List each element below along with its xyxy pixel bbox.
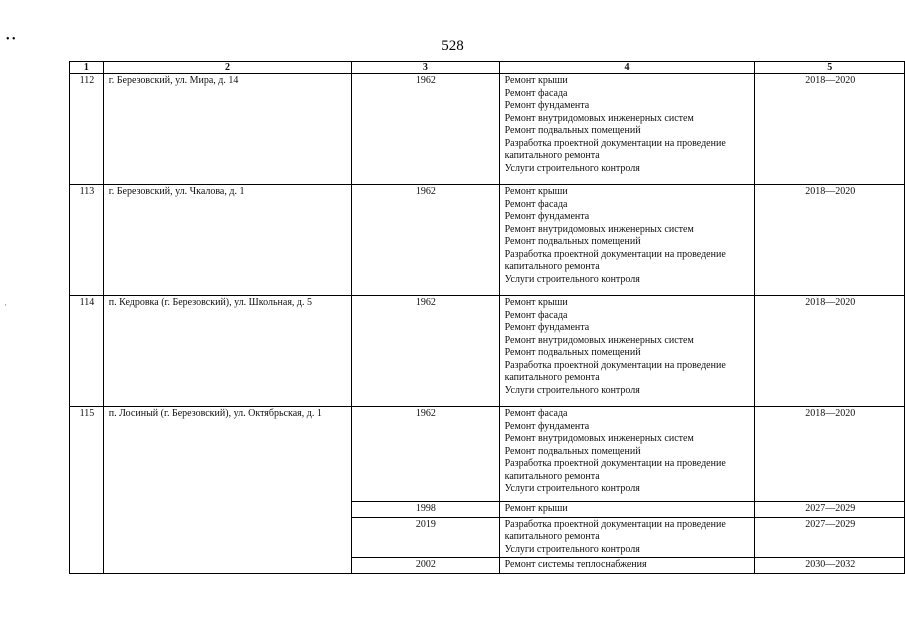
building-address: п. Кедровка (г. Березовский), ул. Школьная, д. 5 <box>103 296 351 407</box>
row-number: 115 <box>70 407 104 574</box>
work-item: Ремонт внутридомовых инженерных систем <box>504 223 694 235</box>
header-row <box>70 62 905 74</box>
table-row <box>70 185 905 296</box>
work-item: Ремонт фасада <box>504 309 568 321</box>
building-address: г. Березовский, ул. Чкалова, д. 1 <box>103 185 351 296</box>
margin-speck: · <box>4 300 7 310</box>
work-list-cell <box>499 517 755 558</box>
work-item: Ремонт подвальных помещений <box>504 125 641 136</box>
building-address: г. Березовский, ул. Мира, д. 14 <box>103 74 351 185</box>
row-number: 113 <box>70 185 104 296</box>
work-item: Ремонт крыши <box>504 503 568 514</box>
work-item: Разработка проектной документации на проведение капитального ремонта <box>504 518 726 542</box>
work-item: Ремонт фундамента <box>504 322 590 333</box>
period-cell: 2018—2020 <box>755 296 905 407</box>
year-cell: 1962 <box>352 74 500 185</box>
work-list-cell <box>499 407 755 502</box>
period-cell: 2018—2020 <box>755 407 905 502</box>
work-item: Разработка проектной документации на проведение капитального ремонта <box>504 248 726 272</box>
row-number: 114 <box>70 296 104 407</box>
period-cell: 2027—2029 <box>755 502 905 518</box>
capital-repair-table <box>69 61 905 574</box>
building-address: п. Лосиный (г. Березовский), ул. Октябрьская, д. 1 <box>103 407 351 574</box>
period-cell: 2018—2020 <box>755 74 905 185</box>
work-item: Услуги строительного контроля <box>504 384 640 396</box>
work-item: Услуги строительного контроля <box>504 543 640 555</box>
table-row <box>70 74 905 185</box>
work-item: Ремонт фундамента <box>504 100 590 111</box>
period-cell: 2018—2020 <box>755 185 905 296</box>
work-list-cell <box>499 502 755 518</box>
work-list-cell <box>499 74 755 185</box>
column-header-5: 5 <box>755 62 905 74</box>
work-item: Ремонт внутридомовых инженерных систем <box>504 433 694 444</box>
table-row <box>70 407 905 502</box>
work-item: Ремонт системы теплоснабжения <box>504 559 647 570</box>
row-number: 112 <box>70 74 104 185</box>
work-list-cell <box>499 558 755 574</box>
work-item: Ремонт крыши <box>504 186 568 197</box>
year-cell: 1962 <box>352 296 500 407</box>
column-header-2: 2 <box>103 62 351 74</box>
column-header-4: 4 <box>499 62 755 74</box>
work-list-cell <box>499 185 755 296</box>
year-cell: 1962 <box>352 407 500 502</box>
work-item: Ремонт фундамента <box>504 420 590 432</box>
work-item: Ремонт подвальных помещений <box>504 445 641 457</box>
margin-mark: • • <box>6 34 16 45</box>
work-item: Ремонт подвальных помещений <box>504 347 641 358</box>
period-cell: 2030—2032 <box>755 558 905 574</box>
work-item: Услуги строительного контроля <box>504 273 640 285</box>
table-row <box>70 296 905 407</box>
work-item: Ремонт фасада <box>504 87 568 99</box>
work-item: Ремонт внутридомовых инженерных систем <box>504 334 694 346</box>
year-cell: 2002 <box>352 558 500 574</box>
column-header-1: 1 <box>70 62 104 74</box>
column-header-3: 3 <box>352 62 500 74</box>
work-item: Разработка проектной документации на проведение капитального ремонта <box>504 458 726 482</box>
work-list-cell <box>499 296 755 407</box>
work-item: Ремонт фундамента <box>504 211 590 222</box>
year-cell: 1998 <box>352 502 500 518</box>
work-item: Ремонт крыши <box>504 297 568 308</box>
period-cell: 2027—2029 <box>755 517 905 558</box>
work-item: Услуги строительного контроля <box>504 483 640 494</box>
work-item: Ремонт крыши <box>504 75 568 86</box>
work-item: Ремонт подвальных помещений <box>504 236 641 247</box>
work-item: Ремонт фасада <box>504 198 568 210</box>
year-cell: 1962 <box>352 185 500 296</box>
work-item: Разработка проектной документации на проведение капитального ремонта <box>504 359 726 383</box>
page-number: 528 <box>441 38 464 54</box>
work-item: Разработка проектной документации на проведение капитального ремонта <box>504 137 726 161</box>
work-item: Ремонт внутридомовых инженерных систем <box>504 112 694 124</box>
table-body <box>70 74 905 574</box>
work-item: Ремонт фасада <box>504 408 568 419</box>
year-cell: 2019 <box>352 517 500 558</box>
work-item: Услуги строительного контроля <box>504 162 640 174</box>
